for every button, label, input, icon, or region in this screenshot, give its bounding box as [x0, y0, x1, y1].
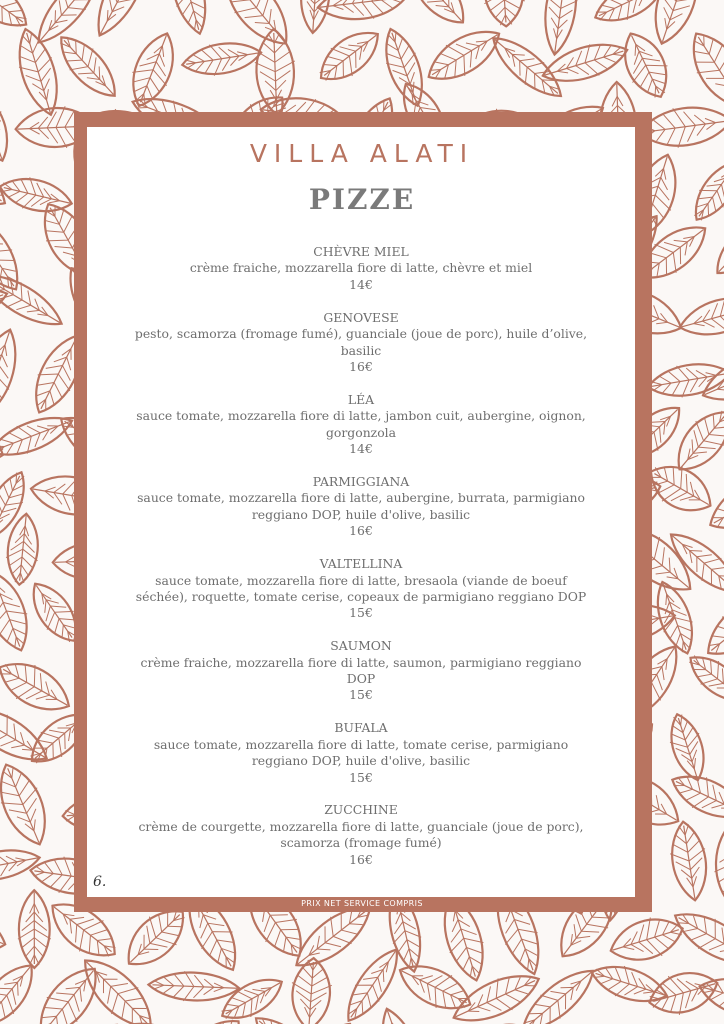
leaf-icon	[0, 324, 27, 425]
menu-item	[132, 638, 590, 704]
leaf-icon	[701, 465, 724, 542]
leaf-icon	[665, 765, 724, 829]
leaf-icon	[0, 264, 69, 337]
leaf-icon	[316, 0, 408, 25]
item-description: sauce tomate, mozzarella fiore di latte, jambon cuit, aubergine, oignon, gorgonzola	[136, 408, 586, 440]
item-price: 16€	[349, 358, 373, 374]
leaf-icon	[337, 941, 409, 1024]
item-name: BUFALA	[334, 720, 388, 736]
item-price: 15€	[349, 605, 373, 621]
leaf-icon	[86, 0, 159, 43]
leaf-icon	[675, 289, 724, 345]
leaf-icon	[247, 1007, 329, 1024]
item-price: 15€	[349, 687, 373, 703]
leaf-icon	[644, 0, 709, 50]
item-description: pesto, scamorza (fromage fumé), guanciale (joue de porc), huile d’olive, basilic	[134, 326, 588, 358]
menu-item	[132, 556, 590, 622]
item-description: crème fraiche, mozzarella fiore di latte, chèvre et miel	[189, 260, 533, 276]
item-name: CHÈVRE MIEL	[313, 244, 409, 259]
footer-note: PRIX NET SERVICE COMPRIS	[301, 899, 423, 908]
menu-item	[132, 474, 590, 540]
leaf-icon	[310, 20, 388, 92]
leaf-icon	[400, 0, 475, 34]
leaf-icon	[713, 818, 724, 908]
leaf-icon	[661, 523, 724, 603]
item-description: sauce tomate, mozzarella fiore di latte, aubergine, burrata, parmigiano reggiano DOP, huile d'olive, basilic	[137, 490, 585, 522]
leaf-icon	[667, 901, 724, 977]
leaf-icon	[601, 1018, 696, 1024]
leaf-icon	[0, 466, 35, 545]
page-number: 6.	[93, 874, 107, 890]
leaf-icon	[539, 0, 582, 57]
item-name: SAUMON	[330, 638, 392, 654]
item-description: sauce tomate, mozzarella fiore di latte, bresaola (viande de boeuf séchée), roquette, tomate cerise, copeaux de parmigiano reggiano DOP	[135, 572, 587, 604]
item-price: 16€	[349, 523, 373, 539]
leaf-icon	[0, 413, 9, 473]
leaf-icon	[26, 957, 109, 1024]
leaf-icon	[484, 27, 571, 107]
item-name: VALTELLINA	[319, 556, 403, 572]
item-name: PARMIGGIANA	[312, 473, 410, 489]
item-price: 16€	[349, 851, 373, 867]
leaf-icon	[666, 819, 713, 903]
item-price: 14€	[349, 441, 373, 457]
leaf-icon	[289, 957, 334, 1024]
leaf-icon	[613, 25, 678, 105]
leaf-icon	[681, 646, 724, 711]
leaf-icon	[696, 583, 724, 668]
item-description: sauce tomate, mozzarella fiore di latte, tomate cerise, parmigiano reggiano DOP, huile d'olive, basilic	[153, 736, 569, 769]
leaf-icon	[0, 757, 58, 852]
brand-title: VILLA ALATI	[249, 139, 475, 168]
menu-item	[132, 802, 590, 868]
leaf-icon	[9, 24, 67, 119]
leaf-icon	[0, 565, 38, 657]
leaf-icon	[663, 710, 713, 785]
leaf-icon	[696, 342, 724, 412]
item-name: GENOVESE	[323, 309, 399, 325]
menu-item	[132, 244, 590, 293]
menu-item	[132, 720, 590, 786]
menu-item	[132, 392, 590, 458]
leaf-icon	[587, 957, 672, 1011]
leaf-icon	[163, 0, 215, 38]
leaf-icon	[0, 651, 78, 723]
leaf-icon	[707, 212, 724, 283]
leaf-icon	[170, 1008, 252, 1024]
item-price: 14€	[349, 276, 373, 292]
leaf-icon	[0, 407, 77, 466]
leaf-icon	[714, 713, 724, 789]
leaf-icon	[298, 0, 333, 34]
item-description: crème fraiche, mozzarella fiore di latte, saumon, parmigiano reggiano DOP	[140, 654, 582, 687]
menu-item	[132, 310, 590, 376]
item-name: ZUCCHINE	[324, 802, 398, 818]
leaf-icon	[419, 18, 508, 92]
leaf-icon	[679, 23, 724, 119]
item-price: 15€	[349, 769, 373, 785]
menu-list	[132, 244, 590, 885]
leaf-icon	[180, 37, 264, 80]
leaf-icon	[148, 970, 240, 1003]
leaf-icon	[50, 27, 127, 107]
section-title: PIZZE	[308, 183, 416, 216]
item-name: LÉA	[347, 391, 375, 407]
leaf-icon	[372, 1003, 431, 1024]
leaf-icon	[0, 204, 32, 300]
item-description: crème de courgette, mozzarella fiore di latte, guanciale (joue de porc), scamorza (fromage fumé)	[138, 818, 584, 851]
leaf-icon	[481, 0, 526, 28]
